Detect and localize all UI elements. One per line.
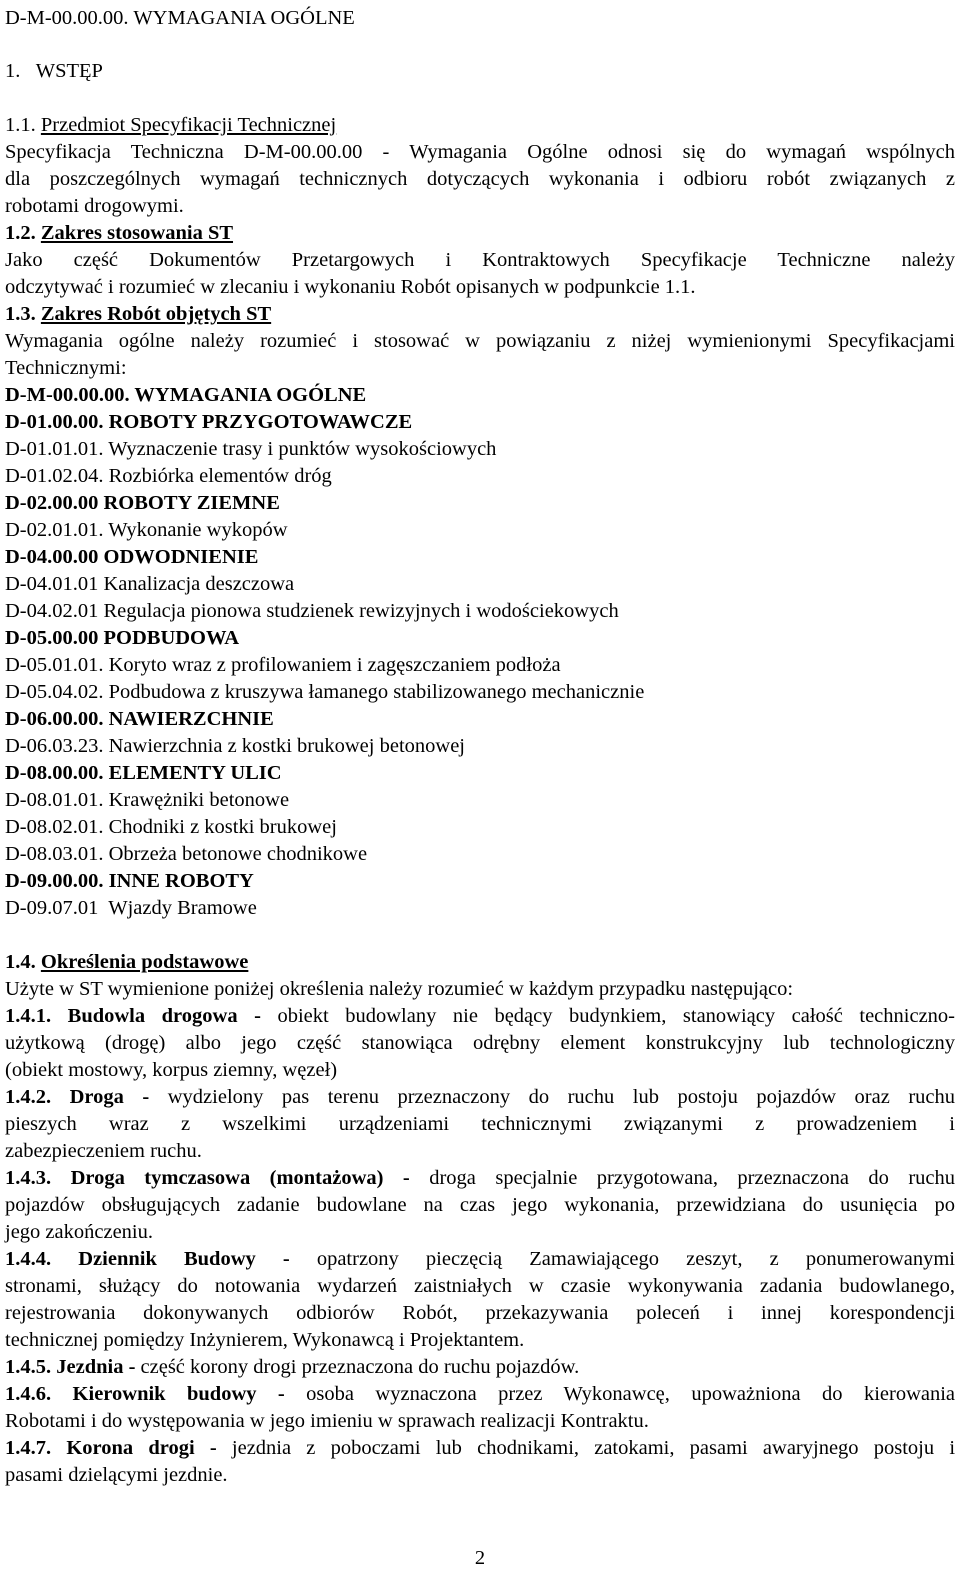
section-1-number: 1. [5, 60, 21, 82]
definition-text: obiekt budowlany nie będący budynkiem, stanowiący całość techniczno- [277, 1005, 956, 1027]
spec-list-item: D-01.02.04. Rozbiórka elementów dróg [5, 465, 332, 487]
section-1-heading [5, 58, 103, 84]
definition-term: Budowla drogowa - [67, 1005, 261, 1027]
definition-number: 1.4.5. [5, 1356, 52, 1378]
definition-first-line [5, 1435, 955, 1461]
page-number: 2 [474, 1547, 486, 1569]
spec-list-item: D-01.01.01. Wyznaczenie trasy i punktów wysokościowych [5, 438, 497, 460]
spec-list-item: D-M-00.00.00. WYMAGANIA OGÓLNE [5, 384, 367, 406]
section-1-4-number: 1.4. [5, 951, 36, 973]
definition-number: 1.4.4. [5, 1248, 52, 1270]
section-1-2-number: 1.2. [5, 222, 36, 244]
section-1-3-title: Zakres Robót objętych ST [40, 303, 272, 325]
section-1-1-line: dla poszczególnych wymagań technicznych dotyczących wykonania i odbioru robót związanych z [5, 168, 955, 190]
spec-list-item: D-09.00.00. INNE ROBOTY [5, 870, 254, 892]
definition-line: pojazdów obsługujących zadanie budowlane na czas jego wykonania, przewidziana do usunięcia po [5, 1194, 955, 1216]
definition-number: 1.4.3. [5, 1167, 52, 1189]
definition-text: droga specjalnie przygotowana, przeznaczona do ruchu [429, 1167, 956, 1189]
section-1-1-line: Specyfikacja Techniczna D-M-00.00.00 - Wymagania Ogólne odnosi się do wymagań wspólnych [5, 141, 955, 163]
section-1-3-number: 1.3. [5, 303, 36, 325]
spec-list-item: D-04.02.01 Regulacja pionowa studzienek rewizyjnych i wodościekowych [5, 600, 619, 622]
section-1-3-line: Wymagania ogólne należy rozumieć i stosować w powiązaniu z niżej wymienionymi Specyfikacjami [5, 330, 955, 352]
definition-term: Jezdnia - [56, 1356, 136, 1378]
definition-line: technicznej pomiędzy Inżynierem, Wykonawcą i Projektantem. [5, 1329, 525, 1351]
definition-term: Dziennik Budowy - [78, 1248, 290, 1270]
spec-list-item: D-04.00.00 ODWODNIENIE [5, 546, 259, 568]
definition-line: stronami, służący do notowania wydarzeń zaistniałych w czasie wykonywania zadania budowlanego, [5, 1275, 955, 1297]
section-1-2-line: odczytywać i rozumieć w zlecaniu i wykonaniu Robót opisanych w podpunkcie 1.1. [5, 276, 696, 298]
section-1-4-title: Określenia podstawowe [40, 951, 249, 973]
definition-number: 1.4.1. [5, 1005, 52, 1027]
definition-first-line [5, 1381, 955, 1407]
spec-list-item: D-02.00.00 ROBOTY ZIEMNE [5, 492, 280, 514]
spec-list-item: D-09.07.01 Wjazdy Bramowe [5, 897, 257, 919]
definition-term: Droga tymczasowa (montażowa) - [70, 1167, 410, 1189]
section-1-2-title: Zakres stosowania ST [40, 222, 234, 244]
definition-line: pasami dzielącymi jezdnie. [5, 1464, 228, 1486]
definition-text: osoba wyznaczona przez Wykonawcę, upoważniona do kierowania [306, 1383, 956, 1405]
section-1-1-line: robotami drogowymi. [5, 195, 184, 217]
definition-number: 1.4.6. [5, 1383, 52, 1405]
section-1-2-line: Jako część Dokumentów Przetargowych i Kontraktowych Specyfikacje Techniczne należy [5, 249, 955, 271]
spec-list-item: D-06.00.00. NAWIERZCHNIE [5, 708, 274, 730]
spec-list-item: D-05.04.02. Podbudowa z kruszywa łamanego stabilizowanego mechanicznie [5, 681, 645, 703]
spec-list-item: D-01.00.00. ROBOTY PRZYGOTOWAWCZE [5, 411, 413, 433]
section-1-3-line: Technicznymi: [5, 357, 127, 379]
definition-line: użytkową (drogę) albo jego część stanowiąca odrębny element konstrukcyjny lub technologiczny [5, 1032, 955, 1054]
definition-text: wydzielony pas terenu przeznaczony do ruchu lub postoju pojazdów oraz ruchu [167, 1086, 955, 1108]
spec-list-item: D-08.03.01. Obrzeża betonowe chodnikowe [5, 843, 368, 865]
definition-text: jezdnia z poboczami lub chodnikami, zatokami, pasami awaryjnego postoju i [231, 1437, 956, 1459]
definition-term: Korona drogi - [66, 1437, 217, 1459]
spec-list-item: D-04.01.01 Kanalizacja deszczowa [5, 573, 295, 595]
definition-number: 1.4.2. [5, 1086, 52, 1108]
spec-list-item: D-02.01.01. Wykonanie wykopów [5, 519, 288, 541]
definition-line: pieszych wraz z wszelkimi urządzeniami technicznymi związanymi z prowadzeniem i [5, 1113, 955, 1135]
definition-term: Droga - [69, 1086, 150, 1108]
section-1-2-heading [5, 220, 233, 246]
definition-line: zabezpieczeniem ruchu. [5, 1140, 202, 1162]
spec-list-item: D-05.01.01. Koryto wraz z profilowaniem i zagęszczaniem podłoża [5, 654, 561, 676]
definition-first-line [5, 1165, 955, 1191]
definition-first-line [5, 1354, 579, 1380]
definition-first-line [5, 1084, 955, 1110]
spec-list-item: D-06.03.23. Nawierzchnia z kostki brukowej betonowej [5, 735, 465, 757]
section-1-1-number: 1.1. [5, 114, 36, 136]
definition-first-line [5, 1003, 955, 1029]
spec-list-item: D-08.02.01. Chodniki z kostki brukowej [5, 816, 337, 838]
definition-line: rejestrowania dokonywanych odbiorów Robót, przekazywania poleceń i innej korespondencji [5, 1302, 955, 1324]
section-1-title: WSTĘP [35, 60, 103, 82]
definition-line: jego zakończeniu. [5, 1221, 153, 1243]
definition-term: Kierownik budowy - [72, 1383, 285, 1405]
spec-list-item: D-08.00.00. ELEMENTY ULIC [5, 762, 282, 784]
section-1-3-heading [5, 301, 271, 327]
page-title: D-M-00.00.00. WYMAGANIA OGÓLNE [5, 7, 355, 29]
definition-line: Robotami i do występowania w jego imieniu w sprawach realizacji Kontraktu. [5, 1410, 649, 1432]
section-1-4-intro: Użyte w ST wymienione poniżej określenia należy rozumieć w każdym przypadku następująco: [5, 978, 794, 1000]
definition-text: opatrzony pieczęcią Zamawiającego zeszyt, z ponumerowanymi [316, 1248, 955, 1270]
definition-text: część korony drogi przeznaczona do ruchu pojazdów. [140, 1356, 580, 1378]
definition-first-line [5, 1246, 955, 1272]
section-1-1-title: Przedmiot Specyfikacji Technicznej [40, 114, 337, 136]
definition-line: (obiekt mostowy, korpus ziemny, węzeł) [5, 1059, 338, 1081]
spec-list-item: D-05.00.00 PODBUDOWA [5, 627, 240, 649]
definition-number: 1.4.7. [5, 1437, 52, 1459]
spec-list-item: D-08.01.01. Krawężniki betonowe [5, 789, 290, 811]
section-1-1-heading [5, 112, 336, 138]
section-1-4-heading [5, 949, 248, 975]
